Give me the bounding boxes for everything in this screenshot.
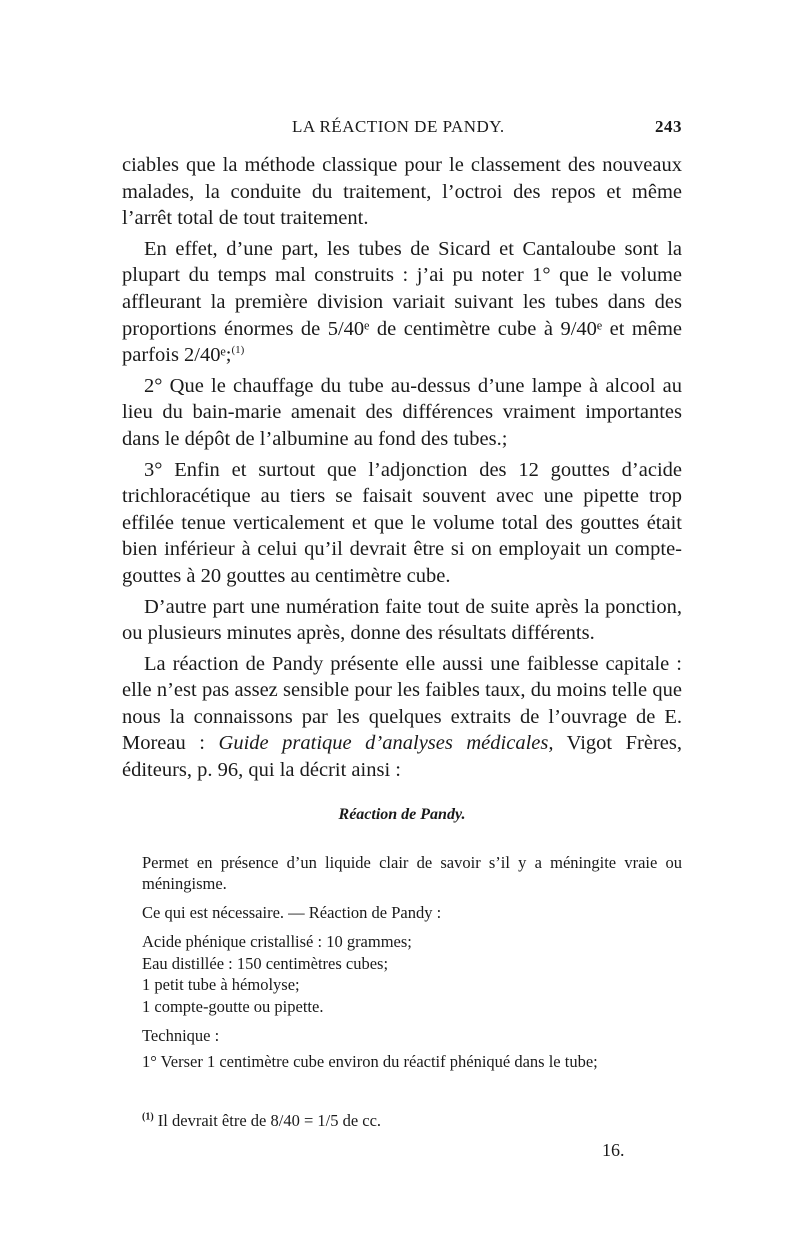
footnote-reference: (1): [231, 344, 245, 357]
list-item: Eau distillée : 150 centimètres cubes;: [142, 953, 389, 973]
technique-step-1: 1° Verser 1 centimètre cube environ du réactif phéniqué dans le tube;: [142, 1051, 598, 1071]
paragraph-2: [122, 236, 682, 369]
page-header: [122, 117, 682, 141]
footnote: [142, 1111, 682, 1131]
quote-intro: Permet en présence d’un liquide clair de savoir s’il y a méningite vraie ou méningisme.: [142, 853, 682, 893]
section-title: Réaction de Pandy.: [338, 806, 466, 823]
paragraph-6-start: La réaction de Pandy présente elle aussi une faiblesse capitale : elle n’est pas assez sensible pour les faibles taux, du moins telle que nous la connaissons par les quelques extraits de l’ouvrage de E. Moreau :: [122, 652, 682, 755]
running-head: LA RÉACTION DE PANDY.: [292, 117, 505, 136]
list-item: 1 compte-goutte ou pipette.: [142, 996, 324, 1016]
book-title: Guide pratique d’analyses médicales,: [218, 732, 554, 755]
book-page: [122, 0, 682, 1245]
paragraph-1: ciables que la méthode classique pour le classement des nouveaux malades, la conduite du traitement, l’octroi des repos et même l’arrêt total de tout traitement.: [122, 154, 682, 230]
materials-list: [142, 931, 682, 1017]
paragraph-4: 3° Enfin et surtout que l’adjonction des 12 gouttes d’acide trichloracétique au tiers se faisait souvent avec une pipette trop effilée tenue verticalement et que le volume total des gouttes était bien inférieur à celui qu’il devrait être si on employait un compte-gouttes à 20 gouttes au centimètre cube.: [122, 458, 682, 587]
paragraph-2-text: En effet, d’une part, les tubes de Sicard et Cantaloube sont la plupart du temps mal construits : j’ai pu noter 1° que le volume affleurant la première division variait suivant les tubes dans des proportions énormes de 5/40ᵉ de centimètre cube à 9/40ᵉ et même parfois 2/40ᵉ;: [122, 237, 682, 367]
footnote-marker: (1): [142, 1111, 154, 1123]
footnote-text: Il devrait être de 8/40 = 1/5 de cc.: [157, 1111, 382, 1130]
list-item: 1 petit tube à hémolyse;: [142, 975, 300, 994]
paragraph-6-end: Vigot Frères, éditeurs, p. 96, qui la décrit ainsi :: [122, 732, 683, 782]
signature-mark: 16.: [602, 1140, 625, 1160]
technique-label: Technique :: [142, 1026, 220, 1045]
main-text: [122, 152, 682, 788]
paragraph-3: 2° Que le chauffage du tube au-dessus d’une lampe à alcool au lieu du bain-marie amenait des différences vraiment importantes dans le dépôt de l’albumine au fond des tubes.;: [122, 374, 682, 450]
list-item: Acide phénique cristallisé : 10 grammes;: [142, 932, 412, 951]
paragraph-6: [122, 651, 682, 784]
paragraph-5: D’autre part une numération faite tout de suite après la ponction, ou plusieurs minutes après, donne des résultats différents.: [122, 595, 682, 645]
page-number: 243: [655, 117, 682, 136]
quoted-procedure: [142, 852, 682, 1072]
quote-needed-heading: Ce qui est nécessaire. — Réaction de Pandy :: [142, 903, 442, 922]
